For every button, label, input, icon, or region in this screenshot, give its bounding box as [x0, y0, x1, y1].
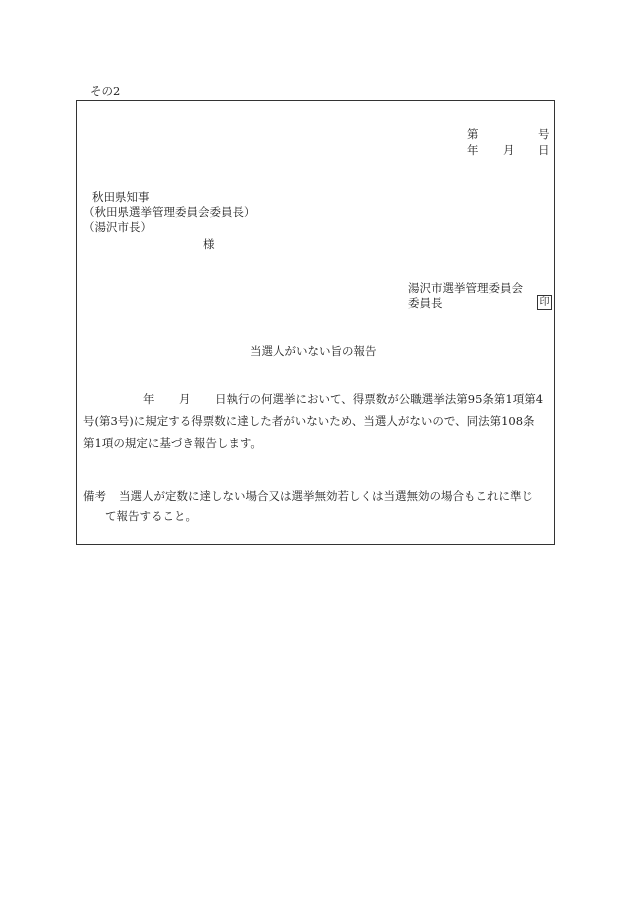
sender-title: 委員長: [408, 296, 443, 310]
form-number: その2: [90, 84, 121, 98]
honorific: 様: [203, 237, 215, 251]
sender-organization: 湯沢市選挙管理委員会: [408, 281, 523, 295]
report-form-frame: [76, 100, 555, 545]
body-line-2: 号(第3号)に規定する得票数に達した者がいないため、当選人がないので、同法第108条: [83, 414, 535, 428]
remarks-line-1: 当選人が定数に達しない場合又は選挙無効若しくは当選無効の場合もこれに準じ: [119, 489, 533, 503]
date-day: 日: [538, 143, 550, 157]
seal-mark: 印: [537, 295, 552, 310]
addressee-prefectural-committee: （秋田県選挙管理委員会委員長）: [83, 205, 256, 219]
body-year: 年: [143, 392, 155, 406]
body-month: 月: [179, 392, 191, 406]
addressee-governor: 秋田県知事: [92, 190, 150, 204]
remarks-label: 備考: [83, 489, 106, 503]
body-line-1: 日執行の何選挙において、得票数が公職選挙法第95条第1項第4: [215, 392, 544, 406]
date-year: 年: [467, 143, 479, 157]
report-title: 当選人がいない旨の報告: [250, 344, 377, 358]
doc-number-prefix: 第: [467, 127, 479, 141]
body-line-3: 第1項の規定に基づき報告します。: [83, 436, 262, 450]
addressee-mayor: （湯沢市長）: [83, 220, 152, 234]
doc-number-suffix: 号: [538, 127, 550, 141]
date-month: 月: [503, 143, 515, 157]
remarks-line-2: て報告すること。: [105, 509, 197, 523]
